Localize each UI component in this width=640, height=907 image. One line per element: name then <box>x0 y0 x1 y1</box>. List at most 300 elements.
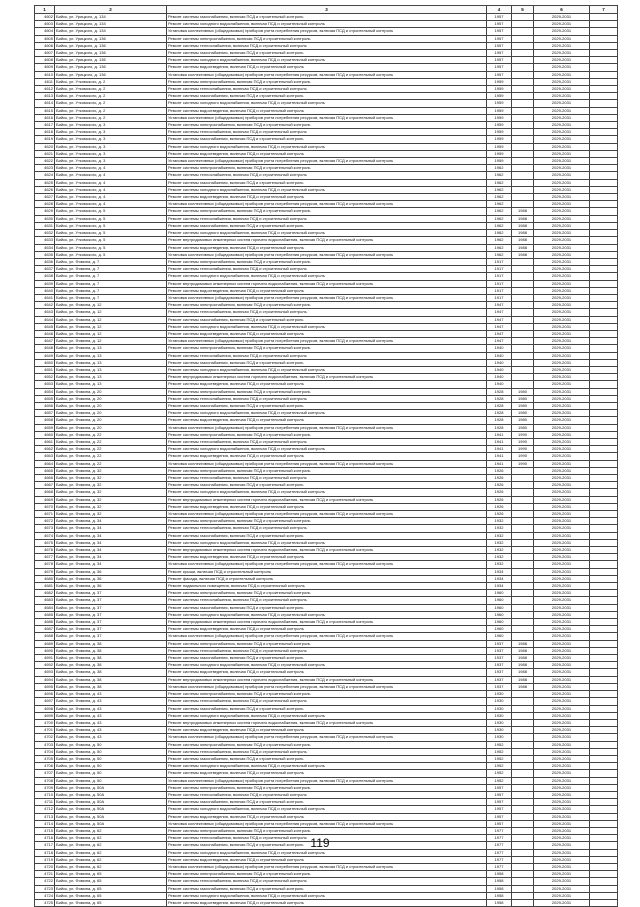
table-cell <box>590 143 618 150</box>
table-cell: 1930 <box>487 698 512 705</box>
table-cell: 4626 <box>35 186 55 193</box>
table-cell: 1940 <box>487 359 512 366</box>
table-cell: 1940 <box>487 345 512 352</box>
table-row <box>35 489 618 496</box>
table-cell <box>590 64 618 71</box>
table-cell: 2029-2031 <box>534 309 590 316</box>
table-cell: 2029-2031 <box>534 460 590 467</box>
table-cell: 4611 <box>35 78 55 85</box>
table-cell: Ремонт системы теплоснабжения, включая ПСД и строительный контроль <box>167 172 487 179</box>
table-cell <box>512 849 534 856</box>
table-cell <box>512 330 534 337</box>
table-cell: Бийск, ул. Фомина, д. 34 <box>55 539 167 546</box>
table-cell: 1947 <box>487 302 512 309</box>
table-cell <box>590 770 618 777</box>
table-cell <box>590 655 618 662</box>
table-cell <box>512 784 534 791</box>
table-cell: 2029-2031 <box>534 705 590 712</box>
table-cell: 1952 <box>487 748 512 755</box>
table-row <box>35 885 618 892</box>
table-row <box>35 230 618 237</box>
table-cell: Бийск, ул. Фомина, д. 20 <box>55 410 167 417</box>
table-cell: Бийск, ул. Уткомского, д. 5 <box>55 251 167 258</box>
table-cell: 4660 <box>35 431 55 438</box>
table-cell <box>512 590 534 597</box>
table-cell: Ремонт системы газоснабжения, включая ПСД и строительный контроль <box>167 14 487 21</box>
table-cell: Бийск, ул. Фомина, д. 50А <box>55 799 167 806</box>
table-row <box>35 849 618 856</box>
table-cell: 2029-2031 <box>534 186 590 193</box>
table-cell <box>590 892 618 899</box>
table-cell: 4714 <box>35 820 55 827</box>
table-cell: 4722 <box>35 878 55 885</box>
table-cell: 4717 <box>35 842 55 849</box>
table-cell: 2029-2031 <box>534 698 590 705</box>
table-cell: 4625 <box>35 179 55 186</box>
table-cell <box>512 366 534 373</box>
table-cell: Ремонт системы водоотведения, включая ПСД и строительный контроль <box>167 150 487 157</box>
table-cell: Ремонт системы холодного водоснабжения, включая ПСД и строительный контроль <box>167 849 487 856</box>
table-cell: Ремонт системы электроснабжения, включая ПСД и строительный контроль <box>167 388 487 395</box>
table-cell: 2029-2031 <box>534 604 590 611</box>
table-cell: 1941 <box>487 460 512 467</box>
table-cell: 2029-2031 <box>534 194 590 201</box>
table-row <box>35 734 618 741</box>
table-cell: Бийск, ул. Фомина, д. 37 <box>55 590 167 597</box>
table-cell: 1941 <box>487 446 512 453</box>
table-cell: 1917 <box>487 266 512 273</box>
table-row <box>35 215 618 222</box>
table-cell: Бийск, ул. Фомина, д. 32 <box>55 467 167 474</box>
table-cell: Ремонт системы холодного водоснабжения, включая ПСД и строительный контроль <box>167 489 487 496</box>
table-cell: Ремонт системы теплоснабжения, включая ПСД и строительный контроль <box>167 395 487 402</box>
table-cell: Ремонт системы холодного водоснабжения, включая ПСД и строительный контроль <box>167 446 487 453</box>
table-cell: 1980 <box>512 395 534 402</box>
table-cell: Бийск, ул. Фомина, д. 20 <box>55 388 167 395</box>
table-cell: Ремонт внутридомовых инженерных систем горячего водоснабжения, включая ПСД и строительный контроль <box>167 496 487 503</box>
table-cell <box>512 359 534 366</box>
table-cell: 1962 <box>487 165 512 172</box>
table-cell: 1957 <box>487 64 512 71</box>
table-cell: Ремонт системы теплоснабжения, включая ПСД и строительный контроль <box>167 878 487 885</box>
table-cell: 4621 <box>35 150 55 157</box>
table-row <box>35 395 618 402</box>
table-cell: 1928 <box>487 388 512 395</box>
table-cell: 4647 <box>35 338 55 345</box>
table-cell: 2029-2031 <box>534 230 590 237</box>
table-cell: Бийск, ул. Урицкого, д. 136 <box>55 50 167 57</box>
table-cell: Установка коллективных (общедомовых) приборов учета потребления ресурсов, включая ПСД и строительный контроль <box>167 820 487 827</box>
table-cell: Ремонт системы холодного водоснабжения, включая ПСД и строительный контроль <box>167 366 487 373</box>
table-cell: Бийск, ул. Фомина, д. 65 <box>55 871 167 878</box>
table-cell: 4701 <box>35 727 55 734</box>
table-row <box>35 662 618 669</box>
table-cell: Бийск, ул. Уткомского, д. 4 <box>55 194 167 201</box>
table-cell: 2029-2031 <box>534 78 590 85</box>
table-cell: 1960 <box>487 626 512 633</box>
table-cell: 2029-2031 <box>534 655 590 662</box>
table-cell <box>590 784 618 791</box>
table-cell: 4645 <box>35 323 55 330</box>
table-row <box>35 381 618 388</box>
table-cell: 4631 <box>35 222 55 229</box>
table-cell: Ремонт системы теплоснабжения, включая ПСД и строительный контроль <box>167 42 487 49</box>
table-cell: 4649 <box>35 352 55 359</box>
table-cell: 4629 <box>35 208 55 215</box>
table-cell: Бийск, ул. Фомина, д. 13 <box>55 352 167 359</box>
table-cell <box>512 50 534 57</box>
table-cell: 2029-2031 <box>534 71 590 78</box>
table-cell: 4704 <box>35 748 55 755</box>
table-cell: 4664 <box>35 460 55 467</box>
table-cell <box>590 763 618 770</box>
table-cell: 4699 <box>35 712 55 719</box>
table-cell: 1917 <box>487 280 512 287</box>
table-cell <box>512 201 534 208</box>
table-cell: Бийск, ул. Фомина, д. 34 <box>55 525 167 532</box>
table-cell <box>590 467 618 474</box>
table-cell: 4656 <box>35 402 55 409</box>
table-cell: Бийск, ул. Урицкого, д. 134 <box>55 14 167 21</box>
table-cell: Бийск, ул. Фомина, д. 22 <box>55 453 167 460</box>
table-cell: 4618 <box>35 129 55 136</box>
table-cell: 2029-2031 <box>534 338 590 345</box>
table-cell <box>590 899 618 906</box>
table-cell: Ремонт системы водоотведения, включая ПСД и строительный контроль <box>167 244 487 251</box>
table-cell <box>590 698 618 705</box>
table-cell: Ремонт внутридомовых инженерных систем горячего водоснабжения, включая ПСД и строительный контроль <box>167 237 487 244</box>
table-cell: Ремонт системы холодного водоснабжения, включая ПСД и строительный контроль <box>167 230 487 237</box>
table-cell: 4721 <box>35 871 55 878</box>
table-cell: 2029-2031 <box>534 244 590 251</box>
table-cell <box>590 129 618 136</box>
table-cell: 4693 <box>35 669 55 676</box>
table-cell <box>590 57 618 64</box>
table-cell: Ремонт внутридомовых инженерных систем горячего водоснабжения, включая ПСД и строительный контроль <box>167 374 487 381</box>
table-cell: Бийск, ул. Фомина, д. 7 <box>55 294 167 301</box>
table-cell: 1941 <box>487 438 512 445</box>
table-row <box>35 683 618 690</box>
table-cell: Бийск, ул. Урицкого, д. 136 <box>55 57 167 64</box>
table-cell: 1957 <box>487 21 512 28</box>
table-cell: Бийск, ул. Уткомского, д. 3 <box>55 158 167 165</box>
table-row <box>35 554 618 561</box>
table-cell: Установка коллективных (общедомовых) приборов учета потребления ресурсов, включая ПСД и строительный контроль <box>167 251 487 258</box>
table-cell: Ремонт подвального помещения, включая ПСД и строительный контроль <box>167 583 487 590</box>
table-cell: 2029-2031 <box>534 640 590 647</box>
table-row <box>35 518 618 525</box>
table-cell: Бийск, ул. Фомина, д. 12 <box>55 330 167 337</box>
table-cell: Бийск, ул. Фомина, д. 7 <box>55 280 167 287</box>
table-cell <box>512 547 534 554</box>
table-cell: Установка коллективных (общедомовых) приборов учета потребления ресурсов, включая ПСД и строительный контроль <box>167 114 487 121</box>
table-cell: Бийск, ул. Фомина, д. 32 <box>55 482 167 489</box>
table-row <box>35 503 618 510</box>
table-cell <box>512 511 534 518</box>
table-row <box>35 741 618 748</box>
table-cell: 2029-2031 <box>534 669 590 676</box>
column-header-4: 4 <box>487 6 512 14</box>
table-cell: Бийск, ул. Фомина, д. 32 <box>55 475 167 482</box>
table-cell: 1988 <box>512 655 534 662</box>
table-cell <box>590 727 618 734</box>
table-cell: 1952 <box>487 755 512 762</box>
table-cell: Ремонт системы газоснабжения, включая ПСД и строительный контроль <box>167 885 487 892</box>
table-row <box>35 136 618 143</box>
table-cell: 2029-2031 <box>534 763 590 770</box>
table-cell: 1959 <box>487 86 512 93</box>
table-cell: Ремонт системы электроснабжения, включая ПСД и строительный контроль <box>167 827 487 834</box>
table-cell: 1957 <box>487 799 512 806</box>
table-cell: 2029-2031 <box>534 280 590 287</box>
table-cell: 2029-2031 <box>534 374 590 381</box>
table-cell: 1937 <box>487 640 512 647</box>
table-cell: 2029-2031 <box>534 597 590 604</box>
table-row <box>35 21 618 28</box>
table-cell <box>590 568 618 575</box>
table-cell <box>512 755 534 762</box>
table-cell <box>590 114 618 121</box>
table-cell: 1959 <box>487 107 512 114</box>
table-cell: 1980 <box>512 417 534 424</box>
table-cell: 1988 <box>512 647 534 654</box>
table-cell: 1958 <box>487 871 512 878</box>
table-cell: Ремонт системы теплоснабжения, включая ПСД и строительный контроль <box>167 647 487 654</box>
table-cell: Установка коллективных (общедомовых) приборов учета потребления ресурсов, включая ПСД и строительный контроль <box>167 294 487 301</box>
table-cell: Ремонт системы холодного водоснабжения, включая ПСД и строительный контроль <box>167 57 487 64</box>
table-cell: 2029-2031 <box>534 712 590 719</box>
table-cell <box>590 525 618 532</box>
table-cell: 1952 <box>487 770 512 777</box>
table-cell: Бийск, ул. Фомина, д. 50 <box>55 770 167 777</box>
table-cell: Бийск, ул. Фомина, д. 36 <box>55 575 167 582</box>
table-cell: 2029-2031 <box>534 799 590 806</box>
table-cell: 2029-2031 <box>534 683 590 690</box>
table-cell: 1959 <box>487 136 512 143</box>
table-cell: Бийск, ул. Фомина, д. 38 <box>55 676 167 683</box>
table-cell: Ремонт системы электроснабжения, включая ПСД и строительный контроль <box>167 165 487 172</box>
table-cell: 1958 <box>487 899 512 906</box>
table-cell <box>512 287 534 294</box>
table-cell: 1962 <box>487 208 512 215</box>
table-cell: Бийск, ул. Фомина, д. 34 <box>55 532 167 539</box>
table-cell: Ремонт системы водоотведения, включая ПСД и строительный контроль <box>167 770 487 777</box>
table-cell: 1932 <box>487 532 512 539</box>
table-cell: 4719 <box>35 856 55 863</box>
table-row <box>35 899 618 906</box>
table-cell: Бийск, ул. Фомина, д. 7 <box>55 258 167 265</box>
table-cell: Бийск, ул. Уткомского, д. 4 <box>55 172 167 179</box>
table-cell: 2029-2031 <box>534 388 590 395</box>
table-cell <box>512 734 534 741</box>
table-cell: Бийск, ул. Фомина, д. 7 <box>55 273 167 280</box>
table-cell: Ремонт системы холодного водоснабжения, включая ПСД и строительный контроль <box>167 539 487 546</box>
table-cell: 2029-2031 <box>534 345 590 352</box>
table-cell <box>590 78 618 85</box>
table-cell <box>590 323 618 330</box>
table-cell: Бийск, ул. Фомина, д. 22 <box>55 446 167 453</box>
table-cell <box>590 475 618 482</box>
table-cell: 1962 <box>487 237 512 244</box>
table-cell <box>590 482 618 489</box>
table-cell: Ремонт системы водоотведения, включая ПСД и строительный контроль <box>167 287 487 294</box>
table-cell: Ремонт системы электроснабжения, включая ПСД и строительный контроль <box>167 208 487 215</box>
table-cell: 1940 <box>487 352 512 359</box>
table-row <box>35 755 618 762</box>
table-cell: 2029-2031 <box>534 273 590 280</box>
column-header-7: 7 <box>590 6 618 14</box>
table-cell: 2029-2031 <box>534 215 590 222</box>
table-cell: Бийск, ул. Уткомского, д. 2 <box>55 78 167 85</box>
table-cell: 1990 <box>512 453 534 460</box>
table-cell: 1940 <box>487 374 512 381</box>
table-cell <box>590 619 618 626</box>
table-cell: 4703 <box>35 741 55 748</box>
table-row <box>35 691 618 698</box>
table-cell <box>512 35 534 42</box>
table-row <box>35 871 618 878</box>
table-cell: Установка коллективных (общедомовых) приборов учета потребления ресурсов, включая ПСД и строительный контроль <box>167 201 487 208</box>
table-cell <box>512 633 534 640</box>
table-cell: Бийск, ул. Фомина, д. 37 <box>55 633 167 640</box>
table-cell: 2029-2031 <box>534 619 590 626</box>
table-cell: 1980 <box>512 388 534 395</box>
table-cell: Бийск, ул. Уткомского, д. 3 <box>55 136 167 143</box>
table-cell <box>590 791 618 798</box>
table-cell <box>590 734 618 741</box>
table-cell: 2029-2031 <box>534 482 590 489</box>
table-cell: Установка коллективных (общедомовых) приборов учета потребления ресурсов, включая ПСД и строительный контроль <box>167 158 487 165</box>
table-cell: Бийск, ул. Уткомского, д. 4 <box>55 165 167 172</box>
table-cell <box>590 669 618 676</box>
table-cell: Ремонт системы теплоснабжения, включая ПСД и строительный контроль <box>167 525 487 532</box>
table-cell: Ремонт системы электроснабжения, включая ПСД и строительный контроль <box>167 78 487 85</box>
table-cell: Ремонт системы газоснабжения, включая ПСД и строительный контроль <box>167 316 487 323</box>
table-cell: 2029-2031 <box>534 791 590 798</box>
table-cell <box>512 165 534 172</box>
table-row <box>35 100 618 107</box>
table-cell: 1934 <box>487 568 512 575</box>
table-row <box>35 892 618 899</box>
table-cell: 2029-2031 <box>534 402 590 409</box>
table-cell: 1958 <box>487 878 512 885</box>
table-row <box>35 777 618 784</box>
table-cell <box>590 316 618 323</box>
table-cell: 4610 <box>35 71 55 78</box>
table-cell <box>512 503 534 510</box>
table-row <box>35 158 618 165</box>
table-cell: Бийск, ул. Фомина, д. 20 <box>55 424 167 431</box>
table-cell <box>512 691 534 698</box>
table-cell: 4679 <box>35 568 55 575</box>
table-cell: 2029-2031 <box>534 57 590 64</box>
table-cell: Бийск, ул. Фомина, д. 34 <box>55 547 167 554</box>
table-cell: 4677 <box>35 554 55 561</box>
table-cell: Ремонт системы газоснабжения, включая ПСД и строительный контроль <box>167 136 487 143</box>
table-cell: 2029-2031 <box>534 503 590 510</box>
table-cell: 4608 <box>35 57 55 64</box>
table-cell: Бийск, ул. Фомина, д. 38 <box>55 669 167 676</box>
table-cell: Ремонт системы водоотведения, включая ПСД и строительный контроль <box>167 64 487 71</box>
table-cell: 4619 <box>35 136 55 143</box>
table-cell: 2029-2031 <box>534 86 590 93</box>
table-cell <box>590 266 618 273</box>
table-cell: Бийск, ул. Фомина, д. 7 <box>55 287 167 294</box>
table-cell: 4702 <box>35 734 55 741</box>
table-cell <box>590 871 618 878</box>
table-row <box>35 244 618 251</box>
table-cell <box>590 302 618 309</box>
table-row <box>35 655 618 662</box>
table-cell: 2029-2031 <box>534 258 590 265</box>
table-cell <box>512 316 534 323</box>
table-row <box>35 273 618 280</box>
table-cell: 4627 <box>35 194 55 201</box>
table-row <box>35 359 618 366</box>
table-cell: Бийск, ул. Фомина, д. 22 <box>55 460 167 467</box>
table-cell <box>590 691 618 698</box>
table-row <box>35 532 618 539</box>
table-cell: Ремонт внутридомовых инженерных систем горячего водоснабжения, включая ПСД и строительный контроль <box>167 547 487 554</box>
table-cell: Ремонт системы холодного водоснабжения, включая ПСД и строительный контроль <box>167 273 487 280</box>
table-cell <box>512 892 534 899</box>
table-cell: 4685 <box>35 611 55 618</box>
table-cell: Ремонт системы электроснабжения, включая ПСД и строительный контроль <box>167 518 487 525</box>
table-row <box>35 143 618 150</box>
table-cell <box>590 21 618 28</box>
table-cell <box>512 186 534 193</box>
table-row <box>35 150 618 157</box>
table-cell: Бийск, ул. Фомина, д. 34 <box>55 518 167 525</box>
table-cell: Ремонт системы теплоснабжения, включая ПСД и строительный контроль <box>167 597 487 604</box>
table-cell: 2029-2031 <box>534 475 590 482</box>
table-cell: Ремонт системы теплоснабжения, включая ПСД и строительный контроль <box>167 86 487 93</box>
table-cell <box>590 878 618 885</box>
table-cell: 4634 <box>35 244 55 251</box>
table-cell: 1988 <box>512 683 534 690</box>
table-cell: 4635 <box>35 251 55 258</box>
table-cell: 2029-2031 <box>534 165 590 172</box>
table-cell: 4669 <box>35 496 55 503</box>
table-cell: 4696 <box>35 691 55 698</box>
table-row <box>35 179 618 186</box>
table-cell <box>590 258 618 265</box>
table-cell: 2029-2031 <box>534 871 590 878</box>
table-row <box>35 863 618 870</box>
table-cell: 4648 <box>35 345 55 352</box>
table-cell: 2029-2031 <box>534 813 590 820</box>
table-cell <box>590 374 618 381</box>
table-cell <box>512 525 534 532</box>
table-cell: Бийск, ул. Уткомского, д. 4 <box>55 179 167 186</box>
table-cell: Ремонт системы водоотведения, включая ПСД и строительный контроль <box>167 453 487 460</box>
table-cell: 1990 <box>512 438 534 445</box>
table-cell <box>590 165 618 172</box>
table-cell: Ремонт системы газоснабжения, включая ПСД и строительный контроль <box>167 50 487 57</box>
table-cell: Ремонт системы водоотведения, включая ПСД и строительный контроль <box>167 899 487 906</box>
table-cell <box>590 158 618 165</box>
table-cell: 4607 <box>35 50 55 57</box>
table-cell <box>590 712 618 719</box>
table-cell <box>512 21 534 28</box>
table-cell <box>590 438 618 445</box>
table-cell: 1932 <box>487 554 512 561</box>
table-cell: 1928 <box>487 402 512 409</box>
table-cell <box>590 338 618 345</box>
table-cell: 2029-2031 <box>534 287 590 294</box>
table-cell: 4711 <box>35 799 55 806</box>
table-cell <box>590 402 618 409</box>
